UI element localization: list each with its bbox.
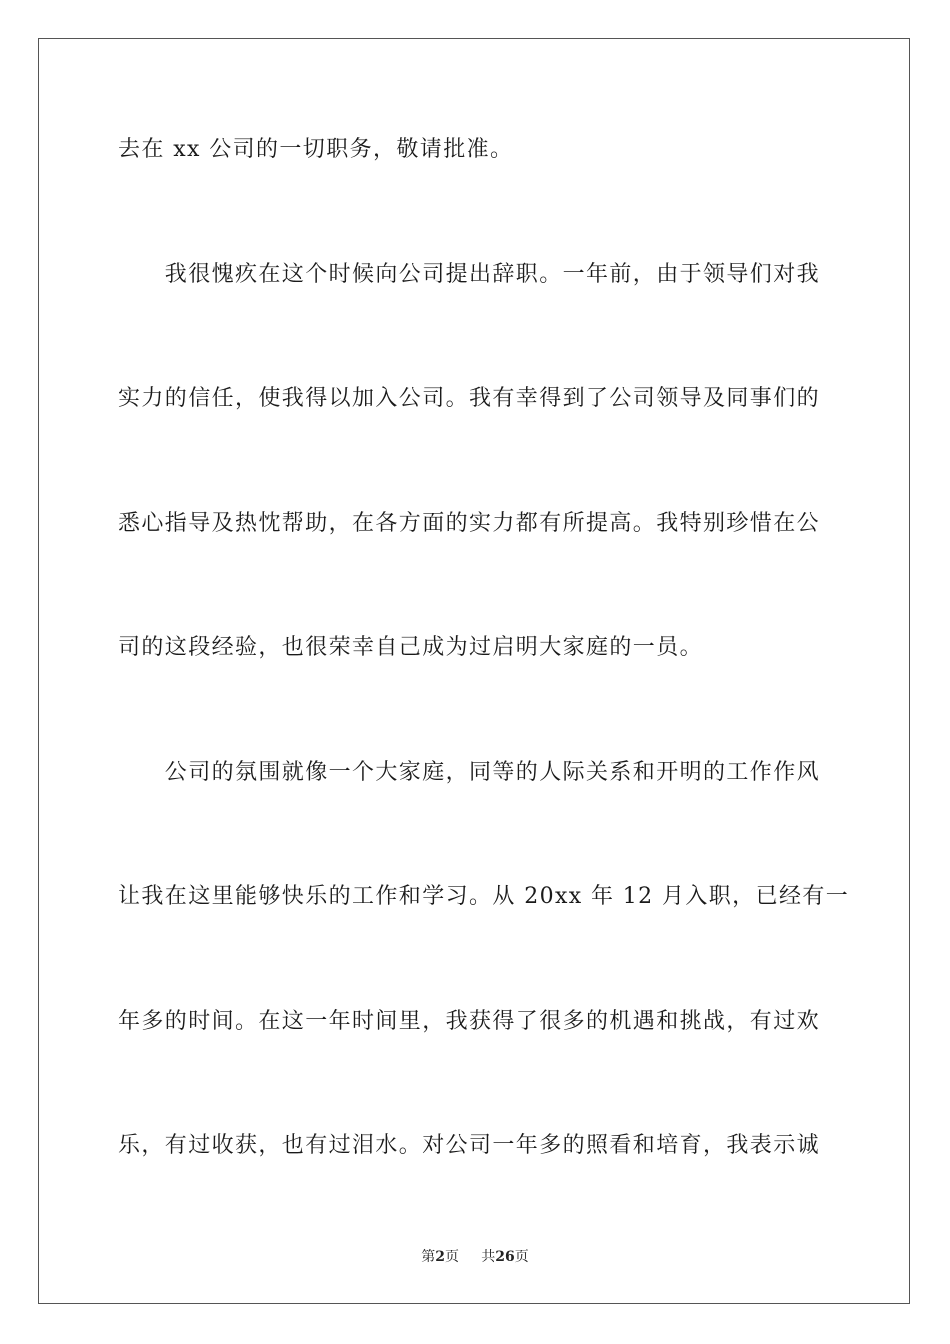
page-suffix: 页 xyxy=(445,1249,459,1265)
current-page: 2 xyxy=(435,1249,445,1265)
text-line-8: 年多的时间。在这一年时间里，我获得了很多的机遇和挑战，有过欢 xyxy=(118,1009,821,1034)
text-line-7: 让我在这里能够快乐的工作和学习。从 20xx 年 12 月入职，已经有一 xyxy=(118,884,850,909)
text-line-4: 悉心指导及热忱帮助，在各方面的实力都有所提高。我特别珍惜在公 xyxy=(118,511,821,536)
total-suffix: 页 xyxy=(514,1249,529,1265)
text-line-6: 公司的氛围就像一个大家庭，同等的人际关系和开明的工作作风 xyxy=(118,760,821,785)
page-frame xyxy=(38,38,910,1304)
text-line-3: 实力的信任，使我得以加入公司。我有幸得到了公司领导及同事们的 xyxy=(118,386,821,411)
page-total xyxy=(481,1249,528,1265)
text-line-9: 乐，有过收获，也有过泪水。对公司一年多的照看和培育，我表示诚 xyxy=(118,1133,821,1158)
page-footer xyxy=(0,1246,950,1266)
page-prefix: 第 xyxy=(421,1249,436,1265)
text-line-2: 我很愧疚在这个时候向公司提出辞职。一年前，由于领导们对我 xyxy=(118,262,821,287)
total-prefix: 共 xyxy=(481,1249,496,1265)
total-pages: 26 xyxy=(495,1249,515,1265)
text-line-5: 司的这段经验，也很荣幸自己成为过启明大家庭的一员。 xyxy=(118,635,704,660)
page-number xyxy=(421,1249,463,1265)
text-line-1: 去在 xx 公司的一切职务，敬请批准。 xyxy=(118,137,514,162)
